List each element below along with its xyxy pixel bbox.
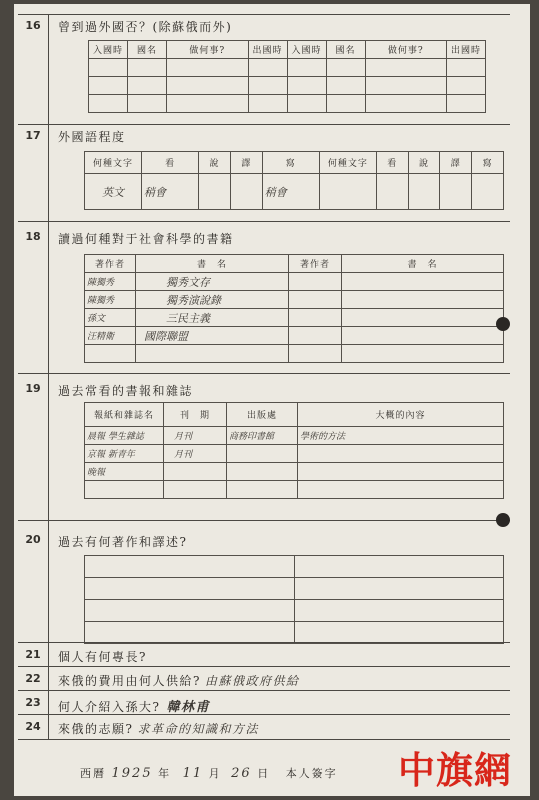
books-table bbox=[84, 254, 504, 363]
cell bbox=[440, 174, 472, 210]
question-text: 個人有何專長? bbox=[58, 650, 147, 664]
col-header: 出版處 bbox=[227, 403, 298, 427]
cell: 晨報 學生雜誌 bbox=[85, 427, 164, 445]
col-header: 出國時 bbox=[248, 41, 287, 59]
cell bbox=[298, 463, 504, 481]
cell bbox=[472, 174, 504, 210]
section-23 bbox=[18, 690, 510, 715]
cell: 月刊 bbox=[164, 445, 227, 463]
question-number: 20 bbox=[25, 533, 41, 546]
col-header: 入國時 bbox=[287, 41, 326, 59]
cell bbox=[376, 174, 408, 210]
section-16 bbox=[18, 14, 510, 125]
answer-text: 求革命的知識和方法 bbox=[137, 722, 259, 736]
day-unit: 日 bbox=[257, 767, 271, 780]
question-text: 何人介紹入孫大? bbox=[58, 700, 161, 714]
col-header: 譯 bbox=[440, 152, 472, 174]
cell: 商務印書館 bbox=[227, 427, 298, 445]
cell: 晚報 bbox=[85, 463, 164, 481]
signature-date-line bbox=[80, 765, 338, 781]
binder-hole bbox=[496, 513, 510, 527]
question-text: 過去有何著作和譯述? bbox=[58, 535, 188, 549]
col-header: 說 bbox=[408, 152, 440, 174]
question-number: 18 bbox=[25, 230, 41, 243]
question-number: 17 bbox=[25, 129, 41, 142]
cell bbox=[164, 463, 227, 481]
col-header: 看 bbox=[376, 152, 408, 174]
cell: 稍會 bbox=[262, 174, 319, 210]
cell bbox=[199, 174, 231, 210]
cell: 月刊 bbox=[164, 427, 227, 445]
col-header: 做何事? bbox=[167, 41, 249, 59]
cell bbox=[408, 174, 440, 210]
cell: 陳獨秀 bbox=[85, 273, 136, 291]
date-day: 26 bbox=[231, 766, 252, 781]
question-text: 過去常看的書報和雜誌 bbox=[58, 384, 194, 398]
col-header: 入國時 bbox=[89, 41, 128, 59]
question-number: 22 bbox=[25, 672, 41, 685]
question-line bbox=[58, 696, 210, 715]
cell: 獨秀演說錄 bbox=[136, 291, 289, 309]
cell bbox=[298, 445, 504, 463]
cell: 稍會 bbox=[142, 174, 199, 210]
question-text: 曾到過外國否？(除蘇俄而外) bbox=[58, 20, 233, 34]
section-24 bbox=[18, 714, 510, 740]
foreign-visits-table bbox=[88, 40, 486, 113]
date-month: 11 bbox=[182, 766, 204, 781]
col-header: 刊 期 bbox=[164, 403, 227, 427]
cell: 陳獨秀 bbox=[85, 291, 136, 309]
periodicals-table bbox=[84, 402, 504, 499]
cell: 獨秀文存 bbox=[136, 273, 289, 291]
answer-text: 韓林甫 bbox=[166, 700, 210, 715]
question-number: 23 bbox=[25, 696, 41, 709]
question-number: 16 bbox=[25, 19, 41, 32]
col-header: 出國時 bbox=[447, 41, 486, 59]
section-21 bbox=[18, 642, 510, 667]
cell bbox=[227, 463, 298, 481]
question-number: 24 bbox=[25, 720, 41, 733]
section-19 bbox=[18, 373, 510, 521]
site-watermark: 中旗網 bbox=[398, 749, 512, 792]
cell: 學術的方法 bbox=[298, 427, 504, 445]
col-header: 說 bbox=[199, 152, 231, 174]
month-unit: 月 bbox=[208, 767, 222, 780]
question-text: 外國語程度 bbox=[58, 130, 126, 144]
cell: 汪精衛 bbox=[85, 327, 136, 345]
section-17 bbox=[18, 124, 510, 222]
section-20 bbox=[18, 520, 510, 643]
cell bbox=[319, 174, 376, 210]
date-year: 1925 bbox=[111, 766, 153, 781]
answer-text: 由蘇俄政府供給 bbox=[204, 674, 300, 688]
col-header: 寫 bbox=[472, 152, 504, 174]
col-header: 國名 bbox=[326, 41, 365, 59]
col-header: 報紙和雜誌名 bbox=[85, 403, 164, 427]
section-22 bbox=[18, 666, 510, 691]
cell bbox=[227, 445, 298, 463]
col-header: 看 bbox=[142, 152, 199, 174]
col-header: 國名 bbox=[128, 41, 167, 59]
col-header: 著作者 bbox=[289, 255, 342, 273]
col-header: 大概的內容 bbox=[298, 403, 504, 427]
col-header: 譯 bbox=[230, 152, 262, 174]
signature-label: 本人簽字 bbox=[285, 767, 338, 780]
cell bbox=[230, 174, 262, 210]
col-header: 著作者 bbox=[85, 255, 136, 273]
cell: 國際聯盟 bbox=[136, 327, 289, 345]
col-header: 何種文字 bbox=[85, 152, 142, 174]
question-text: 來俄的費用由何人供給? bbox=[58, 674, 201, 688]
col-header: 書 名 bbox=[342, 255, 504, 273]
col-header: 書 名 bbox=[136, 255, 289, 273]
writings-table bbox=[84, 555, 504, 644]
question-text: 來俄的志願? bbox=[58, 722, 134, 736]
year-unit: 年 bbox=[158, 767, 172, 780]
question-line bbox=[58, 672, 299, 689]
col-header: 寫 bbox=[262, 152, 319, 174]
cell: 英文 bbox=[85, 174, 142, 210]
cell: 三民主義 bbox=[136, 309, 289, 327]
binder-hole bbox=[496, 317, 510, 331]
question-text: 讀過何種對于社會科學的書籍 bbox=[58, 232, 234, 246]
col-header: 何種文字 bbox=[319, 152, 376, 174]
question-number: 19 bbox=[25, 382, 41, 395]
question-number: 21 bbox=[25, 648, 41, 661]
cell: 京報 新青年 bbox=[85, 445, 164, 463]
question-line bbox=[58, 720, 259, 737]
language-table bbox=[84, 151, 504, 210]
col-header: 做何事? bbox=[365, 41, 447, 59]
cell: 孫文 bbox=[85, 309, 136, 327]
section-18 bbox=[18, 221, 510, 374]
date-prefix: 西曆 bbox=[80, 767, 106, 780]
